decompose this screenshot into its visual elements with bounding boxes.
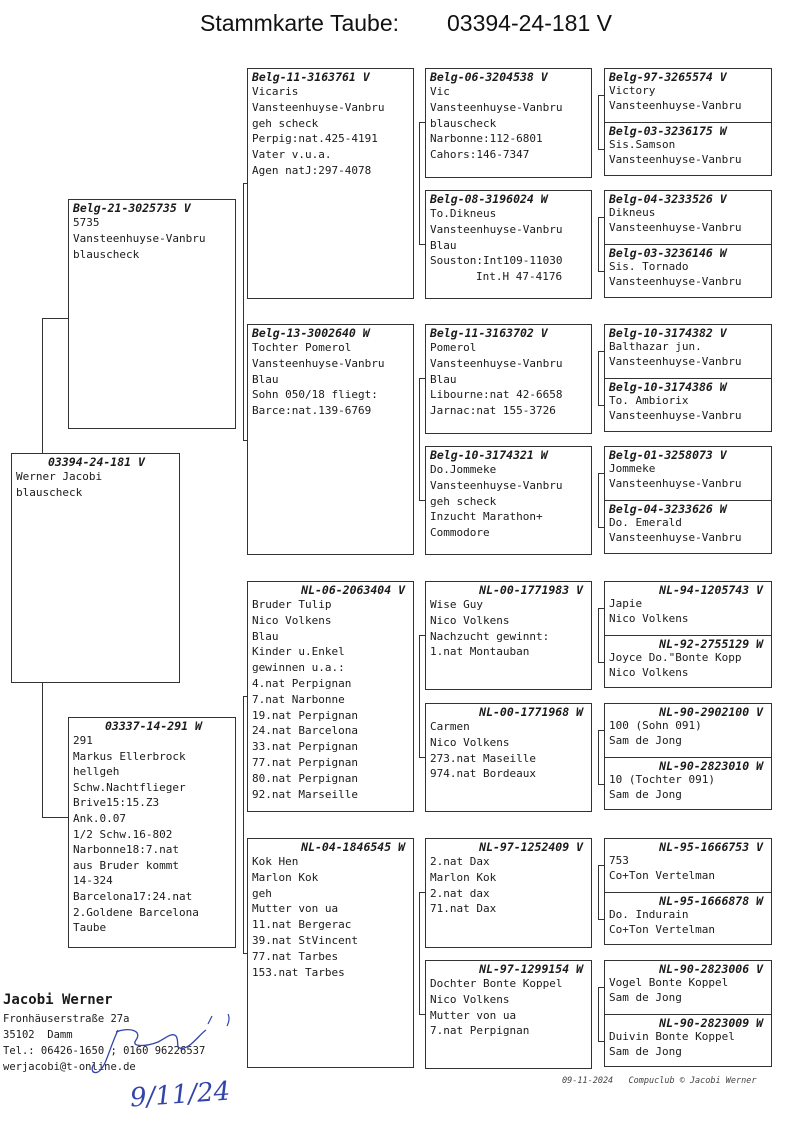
ancestor-line: Duivin Bonte Koppel	[609, 1030, 735, 1043]
grandparent-line: Barce:nat.139-6769	[252, 404, 372, 418]
pedigree-connector	[598, 217, 599, 271]
grandparent-line: Marlon Kok	[252, 870, 319, 884]
pedigree-connector	[419, 378, 420, 500]
grandparent-line: 92.nat Marseille	[252, 787, 358, 801]
ancestor-line: Victory	[609, 84, 656, 97]
title-label: Stammkarte Taube:	[200, 10, 400, 36]
grandparent-line: Kinder u.Enkel	[252, 645, 345, 659]
handwritten-date: 9/11/24	[129, 1076, 232, 1114]
pedigree-connector	[598, 987, 599, 1041]
pedigree-connector	[243, 183, 244, 440]
great-grandparent-line: Marlon Kok	[430, 870, 497, 884]
great-grandparent-line: Blau	[430, 238, 457, 252]
great-grandparent-line: 7.nat Perpignan	[430, 1024, 530, 1038]
pedigree-connector	[419, 635, 420, 757]
great-grandparent-line: Nico Volkens	[430, 735, 510, 749]
ancestor-ring: Belg-03-3236175 W	[609, 124, 727, 138]
grandparent-line: 11.nat Bergerac	[252, 918, 352, 932]
grandparent-line: Perpig:nat.425-4191	[252, 132, 378, 146]
great-grandparent-line: 2.nat Dax	[430, 855, 490, 868]
ancestor-line: 753	[609, 854, 629, 867]
great-grandparent-line: 71.nat Dax	[430, 902, 497, 916]
great-grandparent-line: Dochter Bonte Koppel	[430, 977, 563, 990]
ancestor-pair-card	[604, 960, 772, 1067]
ancestor-line: Co+Ton Vertelman	[609, 922, 715, 936]
great-grandparent-line: geh scheck	[430, 494, 497, 508]
ancestor-separator	[604, 635, 772, 636]
great-grandparent-line: Pomerol	[430, 341, 477, 354]
dam-line: 1/2 Schw.16-802	[73, 827, 173, 841]
pedigree-connector	[598, 95, 599, 149]
dam-line: Markus Ellerbrock	[73, 749, 186, 763]
ancestor-line: Co+Ton Vertelman	[609, 868, 715, 882]
grandparent-line: Nico Volkens	[252, 613, 332, 627]
ancestor-ring: NL-90-2823010 W	[659, 759, 763, 773]
ancestor-ring: NL-90-2823006 V	[659, 962, 763, 976]
ancestor-ring: NL-90-2823009 W	[659, 1016, 763, 1030]
ancestor-line: Balthazar jun.	[609, 340, 702, 353]
ancestor-pair-card	[604, 446, 772, 554]
grandparent-line: 77.nat Perpignan	[252, 755, 358, 769]
grandparent-ring: Belg-13-3002640 W	[252, 326, 370, 340]
ancestor-entry	[605, 704, 771, 758]
ancestor-entry	[605, 839, 771, 893]
ancestor-entry	[605, 123, 771, 176]
great-grandparent-line: Vic	[430, 85, 450, 98]
great-grandparent-line: Inzucht Marathon+	[430, 510, 543, 524]
grandparent-line: 39.nat StVincent	[252, 933, 358, 947]
great-grandparent-line: 2.nat dax	[430, 886, 490, 900]
ancestor-line: Sam de Jong	[609, 787, 682, 801]
great-grandparent-line: Cahors:146-7347	[430, 148, 530, 162]
great-grandparent-ring: NL-97-1252409 V	[479, 840, 583, 854]
ancestor-line: Vansteenhuyse-Vanbru	[609, 152, 742, 166]
dam-line: 14-324	[73, 874, 113, 888]
ancestor-separator	[604, 378, 772, 379]
ancestor-separator	[604, 1014, 772, 1015]
ancestor-line: Dikneus	[609, 206, 656, 219]
grandparent-line: 19.nat Perpignan	[252, 708, 358, 722]
ancestor-ring: NL-94-1205743 V	[659, 583, 763, 597]
great-grandparent-line: 974.nat Bordeaux	[430, 767, 536, 781]
grandparent-line: 33.nat Perpignan	[252, 740, 358, 754]
grandparent-line: Vansteenhuyse-Vanbru	[252, 100, 385, 114]
ancestor-line: Nico Volkens	[609, 611, 689, 625]
owner-name: Jacobi Werner	[3, 992, 113, 1008]
owner-email: werjacobi@t-online.de	[3, 1061, 136, 1073]
pedigree-connector	[243, 696, 244, 953]
ancestor-pair-card	[604, 703, 772, 810]
ancestor-entry	[605, 758, 771, 810]
subject-line: Werner Jacobi	[16, 470, 103, 483]
ancestor-line: Vansteenhuyse-Vanbru	[609, 354, 742, 368]
ancestor-line: Nico Volkens	[609, 665, 689, 679]
ancestor-entry	[605, 1015, 771, 1067]
ancestor-separator	[604, 757, 772, 758]
great-grandparent-card	[425, 960, 592, 1069]
grandparent-line: gewinnen u.a.:	[252, 661, 345, 675]
grandparent-line: Bruder Tulip	[252, 598, 332, 611]
great-grandparent-line: Int.H 47-4176	[476, 270, 563, 284]
great-grandparent-card	[425, 190, 592, 299]
dam-ring: 03337-14-291 W	[105, 719, 202, 733]
grandparent-line: Tochter Pomerol	[252, 341, 352, 354]
ancestor-line: Sam de Jong	[609, 990, 682, 1004]
ancestor-line: Japie	[609, 597, 643, 610]
ancestor-line: Sis.Samson	[609, 138, 676, 151]
grandparent-line: Kok Hen	[252, 855, 299, 868]
dam-line: Brive15:15.Z3	[73, 796, 160, 810]
owner-street: Fronhäuserstraße 27a	[3, 1013, 130, 1025]
great-grandparent-line: Do.Jommeke	[430, 463, 497, 476]
dam-line: Taube	[73, 921, 107, 935]
grandparent-line: 7.nat Narbonne	[252, 692, 345, 706]
owner-phone: Tel.: 06426-1650 ; 0160 96226537	[3, 1045, 206, 1057]
ancestor-ring: NL-95-1666753 V	[659, 840, 763, 854]
great-grandparent-line: blauscheck	[430, 116, 497, 130]
great-grandparent-line: Carmen	[430, 720, 470, 733]
grandparent-line: Vansteenhuyse-Vanbru	[252, 356, 385, 370]
ancestor-entry	[605, 379, 771, 432]
great-grandparent-card	[425, 324, 592, 434]
sire-line: blauscheck	[73, 247, 140, 261]
great-grandparent-line: 273.nat Maseille	[430, 751, 536, 765]
ancestor-line: To. Ambiorix	[609, 394, 689, 407]
ancestor-entry	[605, 325, 771, 379]
great-grandparent-line: Nico Volkens	[430, 992, 510, 1006]
print-footer: 09-11-2024 Compuclub © Jacobi Werner	[562, 1076, 757, 1086]
ancestor-ring: Belg-04-3233626 W	[609, 502, 727, 516]
ancestor-ring: Belg-10-3174386 W	[609, 380, 727, 394]
grandparent-ring: NL-04-1846545 W	[301, 840, 405, 854]
sire-card	[68, 199, 236, 429]
ancestor-ring: Belg-04-3233526 V	[609, 192, 727, 206]
pedigree-connector	[598, 730, 599, 784]
ancestor-ring: Belg-97-3265574 V	[609, 70, 727, 84]
pedigree-connector	[42, 318, 68, 319]
subject-ring: 03394-24-181 V	[48, 455, 145, 469]
ancestor-entry	[605, 69, 771, 123]
sire-line: 5735	[73, 216, 100, 229]
ancestor-line: Jommeke	[609, 462, 656, 475]
great-grandparent-line: Libourne:nat 42-6658	[430, 388, 563, 402]
subject-line: blauscheck	[16, 485, 83, 499]
dam-line: hellgeh	[73, 765, 120, 779]
ancestor-entry	[605, 245, 771, 298]
ancestor-ring: Belg-03-3236146 W	[609, 246, 727, 260]
ancestor-line: Vogel Bonte Koppel	[609, 976, 729, 989]
grandparent-line: 24.nat Barcelona	[252, 724, 358, 738]
pedigree-connector	[598, 351, 599, 405]
ancestor-pair-card	[604, 190, 772, 298]
ancestor-separator	[604, 122, 772, 123]
ancestor-line: Vansteenhuyse-Vanbru	[609, 98, 742, 112]
great-grandparent-line: Mutter von ua	[430, 1008, 517, 1022]
dam-card	[68, 717, 236, 948]
great-grandparent-card	[425, 68, 592, 178]
ancestor-line: Vansteenhuyse-Vanbru	[609, 530, 742, 544]
great-grandparent-card	[425, 703, 592, 812]
great-grandparent-line: Nachzucht gewinnt:	[430, 629, 550, 643]
great-grandparent-line: Vansteenhuyse-Vanbru	[430, 222, 563, 236]
great-grandparent-line: Vansteenhuyse-Vanbru	[430, 478, 563, 492]
ancestor-line: Vansteenhuyse-Vanbru	[609, 476, 742, 490]
ancestor-ring: Belg-01-3258073 V	[609, 448, 727, 462]
grandparent-line: 153.nat Tarbes	[252, 965, 345, 979]
grandparent-line: Sohn 050/18 fliegt:	[252, 388, 378, 402]
ancestor-line: Sam de Jong	[609, 733, 682, 747]
great-grandparent-ring: Belg-11-3163702 V	[430, 326, 548, 340]
great-grandparent-line: 1.nat Montauban	[430, 645, 530, 659]
dam-line: 2.Goldene Barcelona	[73, 905, 199, 919]
grandparent-line: 4.nat Perpignan	[252, 676, 352, 690]
grandparent-ring: NL-06-2063404 V	[301, 583, 405, 597]
grandparent-card	[247, 838, 414, 1068]
ancestor-separator	[604, 244, 772, 245]
great-grandparent-ring: Belg-08-3196024 W	[430, 192, 548, 206]
dam-line: aus Bruder kommt	[73, 858, 179, 872]
ancestor-line: Do. Emerald	[609, 516, 682, 529]
dam-line: 291	[73, 734, 93, 747]
great-grandparent-line: Souston:Int109-11030	[430, 254, 563, 268]
great-grandparent-line: Blau	[430, 372, 457, 386]
great-grandparent-line: Wise Guy	[430, 598, 483, 611]
grandparent-line: Blau	[252, 629, 279, 643]
dam-line: Ank.0.07	[73, 811, 126, 825]
grandparent-line: Agen natJ:297-4078	[252, 163, 372, 177]
title-ring: 03394-24-181 V	[447, 10, 612, 36]
great-grandparent-ring: Belg-06-3204538 V	[430, 70, 548, 84]
ancestor-ring: NL-95-1666878 W	[659, 894, 763, 908]
grandparent-card	[247, 581, 414, 812]
great-grandparent-line: Vansteenhuyse-Vanbru	[430, 100, 563, 114]
grandparent-card	[247, 68, 414, 299]
pedigree-connector	[598, 473, 599, 527]
great-grandparent-line: Vansteenhuyse-Vanbru	[430, 356, 563, 370]
grandparent-line: 77.nat Tarbes	[252, 949, 339, 963]
ancestor-line: 100 (Sohn 091)	[609, 719, 702, 732]
ancestor-pair-card	[604, 838, 772, 945]
ancestor-entry	[605, 893, 771, 945]
ancestor-pair-card	[604, 68, 772, 176]
grandparent-line: geh scheck	[252, 116, 319, 130]
great-grandparent-line: Jarnac:nat 155-3726	[430, 404, 556, 418]
ancestor-separator	[604, 892, 772, 893]
sire-ring: Belg-21-3025735 V	[73, 201, 191, 215]
dam-line: Schw.Nachtflieger	[73, 780, 186, 794]
dam-details	[69, 733, 235, 936]
ancestor-line: Do. Indurain	[609, 908, 689, 921]
sire-line: Vansteenhuyse-Vanbru	[73, 231, 206, 245]
pedigree-connector	[598, 608, 599, 662]
dam-line: Narbonne18:7.nat	[73, 843, 179, 857]
grandparent-line: Vicaris	[252, 85, 299, 98]
great-grandparent-card	[425, 581, 592, 690]
great-grandparent-line: Narbonne:112-6801	[430, 132, 543, 146]
great-grandparent-ring: Belg-10-3174321 W	[430, 448, 548, 462]
pedigree-connector	[419, 892, 420, 1014]
subject-pigeon-card	[11, 453, 180, 683]
ancestor-line: 10 (Tochter 091)	[609, 773, 715, 786]
great-grandparent-line: Nico Volkens	[430, 613, 510, 627]
ancestor-separator	[604, 500, 772, 501]
ancestor-pair-card	[604, 324, 772, 432]
ancestor-ring: NL-90-2902100 V	[659, 705, 763, 719]
ancestor-entry	[605, 501, 771, 554]
ancestor-line: Vansteenhuyse-Vanbru	[609, 408, 742, 422]
ancestor-entry	[605, 191, 771, 245]
great-grandparent-card	[425, 838, 592, 948]
grandparent-line: geh	[252, 886, 272, 900]
pedigree-connector	[42, 817, 68, 818]
grandparent-ring: Belg-11-3163761 V	[252, 70, 370, 84]
grandparent-line: 80.nat Perpignan	[252, 771, 358, 785]
ancestor-entry	[605, 636, 771, 688]
ancestor-ring: Belg-10-3174382 V	[609, 326, 727, 340]
ancestor-entry	[605, 961, 771, 1015]
ancestor-ring: NL-92-2755129 W	[659, 637, 763, 651]
great-grandparent-line: To.Dikneus	[430, 207, 497, 220]
great-grandparent-card	[425, 446, 592, 555]
ancestor-entry	[605, 447, 771, 501]
ancestor-line: Joyce Do."Bonte Kopp	[609, 651, 742, 664]
grandparent-line: Vater v.u.a.	[252, 148, 332, 162]
grandparent-line: Blau	[252, 372, 279, 386]
ancestor-entry	[605, 582, 771, 636]
great-grandparent-ring: NL-97-1299154 W	[479, 962, 583, 976]
pedigree-connector	[419, 122, 420, 244]
grandparent-line: Mutter von ua	[252, 902, 339, 916]
great-grandparent-line: Commodore	[430, 526, 490, 540]
ancestor-line: Vansteenhuyse-Vanbru	[609, 220, 742, 234]
ancestor-line: Sam de Jong	[609, 1044, 682, 1058]
dam-line: Barcelona17:24.nat	[73, 889, 193, 903]
ancestor-line: Sis. Tornado	[609, 260, 689, 273]
great-grandparent-ring: NL-00-1771983 V	[479, 583, 583, 597]
ancestor-pair-card	[604, 581, 772, 688]
pedigree-connector	[598, 865, 599, 919]
grandparent-card	[247, 324, 414, 555]
ancestor-line: Vansteenhuyse-Vanbru	[609, 274, 742, 288]
great-grandparent-ring: NL-00-1771968 W	[479, 705, 583, 719]
subject-details	[12, 469, 179, 501]
owner-city: 35102 Damm	[3, 1029, 73, 1041]
